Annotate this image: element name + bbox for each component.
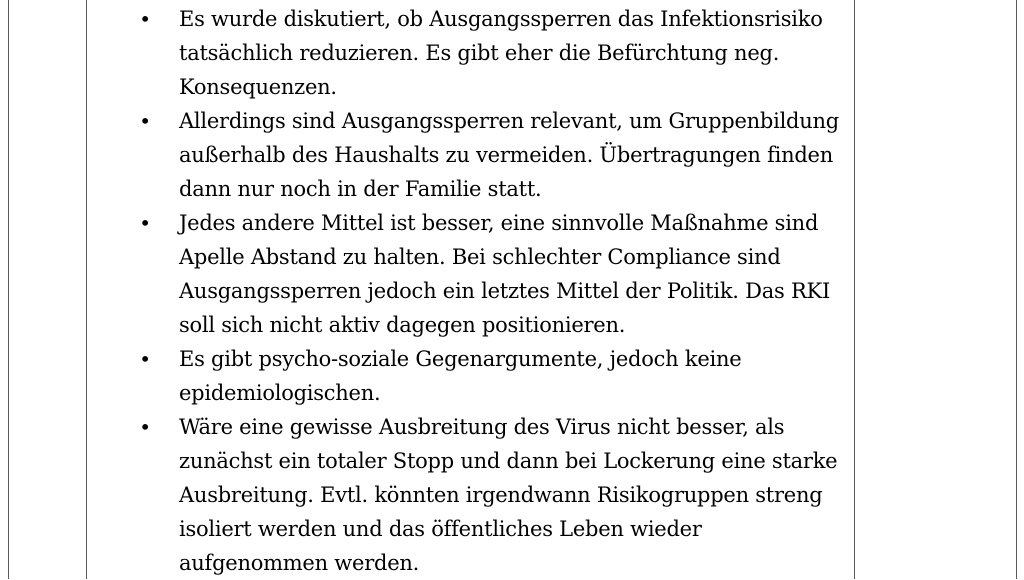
bullet-icon: • (139, 7, 151, 31)
table-border-left-inner (86, 0, 87, 579)
list-item-text: Allerdings sind Ausgangssperren relevant, um Gruppenbildung außerhalb des Haushalts zu vermeiden. Übertragungen finden dann nur noch in der Familie statt. (179, 109, 839, 201)
list-item-text: Jedes andere Mittel ist besser, eine sinnvolle Maßnahme sind Apelle Abstand zu halten. Bei schlechter Compliance sind Ausgangssperren jedoch ein letztes Mittel der Politik. Das RKI soll sich nicht aktiv dagegen positionieren. (179, 211, 831, 337)
bullet-icon: • (139, 347, 151, 371)
list-item (138, 410, 843, 580)
list-item-text: Wäre eine gewisse Ausbreitung des Virus nicht besser, als zunächst ein totaler Stopp und dann bei Lockerung eine starke Ausbreitung. Evtl. könnten irgendwann Risikogruppen streng isoliert werden und das öffentliches Leben wieder aufgenommen werden. (179, 415, 838, 575)
list-item (138, 2, 843, 104)
list-item (138, 206, 843, 342)
bullet-list (138, 2, 843, 580)
list-item (138, 104, 843, 206)
list-item-text: Es gibt psycho-soziale Gegenargumente, jedoch keine epidemiologischen. (179, 347, 742, 405)
bullet-icon: • (139, 211, 151, 235)
bullet-icon: • (139, 415, 151, 439)
list-item (138, 342, 843, 410)
bullet-icon: • (139, 109, 151, 133)
table-border-right-outer (1016, 0, 1017, 579)
table-border-left-outer (8, 0, 9, 579)
table-border-right-inner (854, 0, 855, 579)
list-item-text: Es wurde diskutiert, ob Ausgangssperren das Infektionsrisiko tatsächlich reduzieren. Es gibt eher die Befürchtung neg. Konsequenzen. (179, 7, 823, 99)
